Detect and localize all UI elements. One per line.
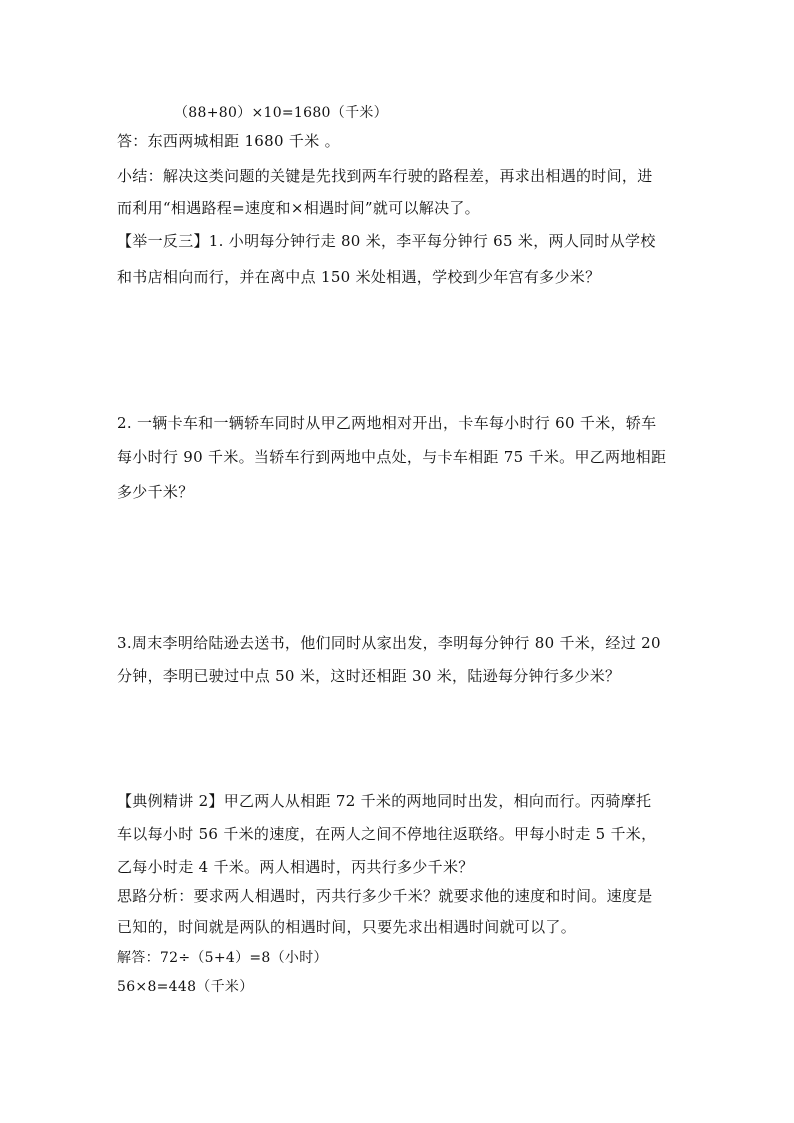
summary-line-2: 而利用“相遇路程=速度和×相遇时间”就可以解决了。 [117,199,480,217]
example-2-line-3: 乙每小时走 4 千米。两人相遇时，丙共行多少千米？ [117,858,474,876]
example-2-line-2: 车以每小时 56 千米的速度，在两人之间不停地往返联络。甲每小时走 5 千米， [117,825,657,843]
practice-2-line-3: 多少千米？ [117,483,194,501]
example-2-line-1: 【典例精讲 2】甲乙两人从相距 72 千米的两地同时出发，相向而行。丙骑摩托 [117,792,652,810]
practice-2-line-2: 每小时行 90 千米。当轿车行到两地中点处，与卡车相距 75 千米。甲乙两地相距 [117,448,667,466]
practice-1-line-2: 和书店相向而行，并在离中点 150 米处相遇，学校到少年宫有多少米？ [117,268,601,286]
solution-line-2: 56×8=448（千米） [117,979,254,995]
practice-1-line-1: 【举一反三】1. 小明每分钟行走 80 米，李平每分钟行 65 米，两人同时从学校 [117,232,656,250]
practice-3-line-1: 3.周末李明给陆逊去送书，他们同时从家出发，李明每分钟行 80 千米，经过 20 [117,634,661,652]
practice-3-line-2: 分钟，李明已驶过中点 50 米，这时还相距 30 米，陆逊每分钟行多少米？ [117,667,621,685]
summary-line-1: 小结：解决这类问题的关键是先找到两车行驶的路程差，再求出相遇的时间，进 [117,167,653,185]
analysis-line-1: 思路分析：要求两人相遇时，丙共行多少千米？就要求他的速度和时间。速度是 [117,887,653,905]
analysis-line-2: 已知的，时间就是两队的相遇时间，只要先求出相遇时间就可以了。 [117,918,577,936]
solution-line-1: 解答：72÷（5+4）=8（小时） [117,950,328,966]
answer-line-1: 答：东西两城相距 1680 千米 。 [117,132,340,150]
calc-line-1: （88+80）×10=1680（千米） [174,105,388,121]
practice-2-line-1: 2. 一辆卡车和一辆轿车同时从甲乙两地相对开出，卡车每小时行 60 千米，轿车 [117,414,657,432]
